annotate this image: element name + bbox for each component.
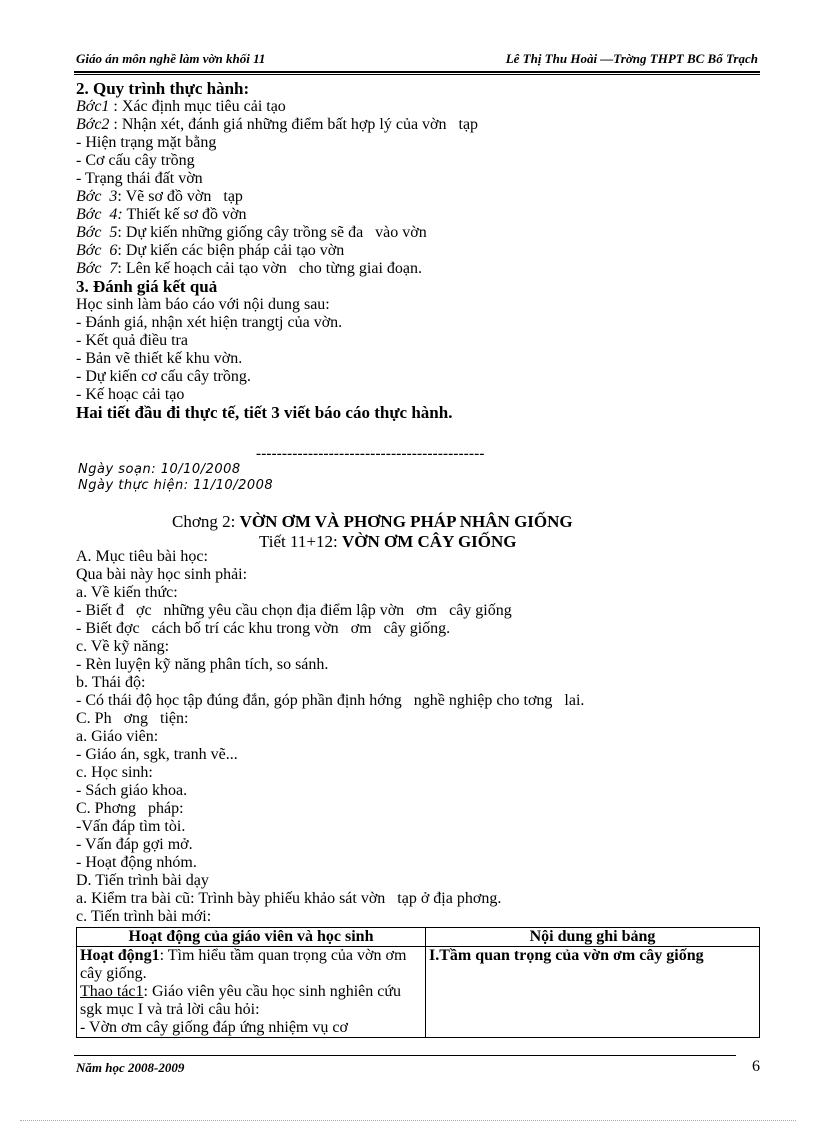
lesson-line: c. Tiến trình bài mới: [76,908,212,925]
report-line: - Dự kiến cơ cấu cây trồng. [76,368,251,385]
step-line [76,152,756,170]
lesson-prefix: Tiết 11+12: [259,532,342,551]
step-line [76,224,756,242]
step-text: : Vẽ sơ đồ vờn tạp [117,188,243,205]
step-lead: Bớc 3 [76,188,118,205]
step-lead: Bớc 5 [76,224,118,241]
lesson-line: a. Về kiến thức: [76,584,178,601]
section2-steps [76,98,756,278]
page-header-left: Giáo án môn nghề làm vờn khối 11 [76,51,266,66]
step-text: - Cơ cấu cây trồng [76,152,195,169]
date-prepared: Ngày soạn: 10/10/2008 [78,462,241,477]
footer-rule [74,1055,736,1056]
task-label: Thao tác1 [80,983,144,1000]
col-header-activity: Hoạt động của giáo viên và học sinh [77,928,426,947]
step-line [76,188,756,206]
activity-last-line: - Vờn ơm cây giống đáp ứng nhiệm vụ cơ [80,1019,348,1036]
chapter-prefix: Chơng 2: [172,512,240,531]
section3-title: 3. Đánh giá kết quả [76,277,218,296]
separator-line: -------------------------------------------- [256,446,485,462]
lesson-line: C. Phơng pháp: [76,800,184,817]
step-line [76,242,756,260]
date-taught: Ngày thực hiện: 11/10/2008 [78,478,274,493]
chapter-title: VỜN ƠM VÀ PHƠNG PHÁP NHÂN GIỐNG [239,512,573,531]
header-rule-thin [74,74,760,75]
lesson-line: - Biết đ ợc những yêu cầu chọn địa điểm lập vờn ơm cây giống [76,602,512,619]
step-lead: Bớc 7 [76,260,118,277]
step-lead: Bớc2 [76,116,110,133]
lesson-line: Qua bài này học sinh phải: [76,566,248,583]
task-text: : Giáo viên yêu cầu học sinh nghiên cứu sgk mục I và trả lời câu hỏi: [80,983,402,1018]
activity-table [76,927,760,1038]
page-edge-dots [20,1120,796,1121]
activity-text: : Tìm hiểu tầm quan trọng của vờn ơm cây giống. [80,947,407,982]
section3-lines [76,296,756,404]
lesson-line: - Hoạt động nhóm. [76,854,197,871]
page-number: 6 [752,1058,760,1075]
lesson-line: b. Thái độ: [76,674,146,691]
lesson-line: -Vấn đáp tìm tòi. [76,818,186,835]
step-line [76,170,756,188]
step-lead: Bớc 4: [76,206,123,223]
lesson-line: C. Ph ơng tiện: [76,710,189,727]
lesson-line: a. Giáo viên: [76,728,159,745]
lesson-title: VỜN ƠM CÂY GIỐNG [341,532,517,551]
lesson-line: - Có thái độ học tập đúng đắn, góp phần định hớng nghề nghiệp cho tơng lai. [76,692,585,709]
step-text: : Nhận xét, đánh giá những điểm bất hợp lý của vờn tạp [109,116,479,133]
activity-cell [77,947,426,1038]
section3-closing: Hai tiết đầu đi thực tế, tiết 3 viết báo cáo thực hành. [76,403,453,422]
step-line [76,206,756,224]
step-line [76,98,756,116]
lesson-line: - Biết đợc cách bố trí các khu trong vờn ơm cây giống. [76,620,451,637]
step-text: Thiết kế sơ đồ vờn [122,206,247,223]
report-line: Học sinh làm báo cáo với nội dung sau: [76,296,330,313]
lesson-body [76,548,756,926]
section-practice [76,80,756,422]
step-text: - Hiện trạng mặt bằng [76,134,217,151]
step-text: : Lên kế hoạch cải tạo vờn cho từng giai đoạn. [117,260,423,277]
step-line [76,116,756,134]
lesson-line: A. Mục tiêu bài học: [76,548,208,565]
section2-title: 2. Quy trình thực hành: [76,79,250,98]
report-line: - Bản vẽ thiết kế khu vờn. [76,350,243,367]
chapter-heading [172,512,573,532]
step-text: - Trạng thái đất vờn [76,170,203,187]
col-header-content: Nội dung ghi bảng [426,928,760,947]
report-line: - Đánh giá, nhận xét hiện trangtj của vờn. [76,314,343,331]
lesson-line: - Giáo án, sgk, tranh vẽ... [76,746,238,763]
step-line [76,134,756,152]
lesson-line: c. Học sinh: [76,764,153,781]
report-line: - Kết quả điều tra [76,332,188,349]
lesson-line: - Vấn đáp gợi mở. [76,836,193,853]
step-lead: Bớc1 [76,98,110,115]
content-heading: I.Tầm quan trọng của vờn ơm cây giống [429,947,704,964]
page-header-right: Lê Thị Thu Hoài —Trờng THPT BC Bố Trạch [505,51,758,66]
step-lead: Bớc 6 [76,242,118,259]
step-text: : Dự kiến những giống cây trồng sẽ đa vào vờn [117,224,427,241]
footer-school-year: Năm học 2008-2009 [76,1060,185,1075]
lesson-line: - Sách giáo khoa. [76,782,188,799]
activity-label: Hoạt động1 [80,947,160,964]
lesson-line: - Rèn luyện kỹ năng phân tích, so sánh. [76,656,329,673]
lesson-line: D. Tiến trình bài dạy [76,872,209,889]
step-line [76,260,756,278]
step-text: : Dự kiến các biện pháp cải tạo vờn [117,242,345,259]
content-cell [426,947,760,1038]
report-line: - Kế hoạc cải tạo [76,386,185,403]
lesson-line: a. Kiểm tra bài cũ: Trình bày phiếu khảo sát vờn tạp ở địa phơng. [76,890,502,907]
header-rule [74,71,760,73]
step-text: : Xác định mục tiêu cải tạo [109,98,286,115]
lesson-line: c. Về kỹ năng: [76,638,170,655]
